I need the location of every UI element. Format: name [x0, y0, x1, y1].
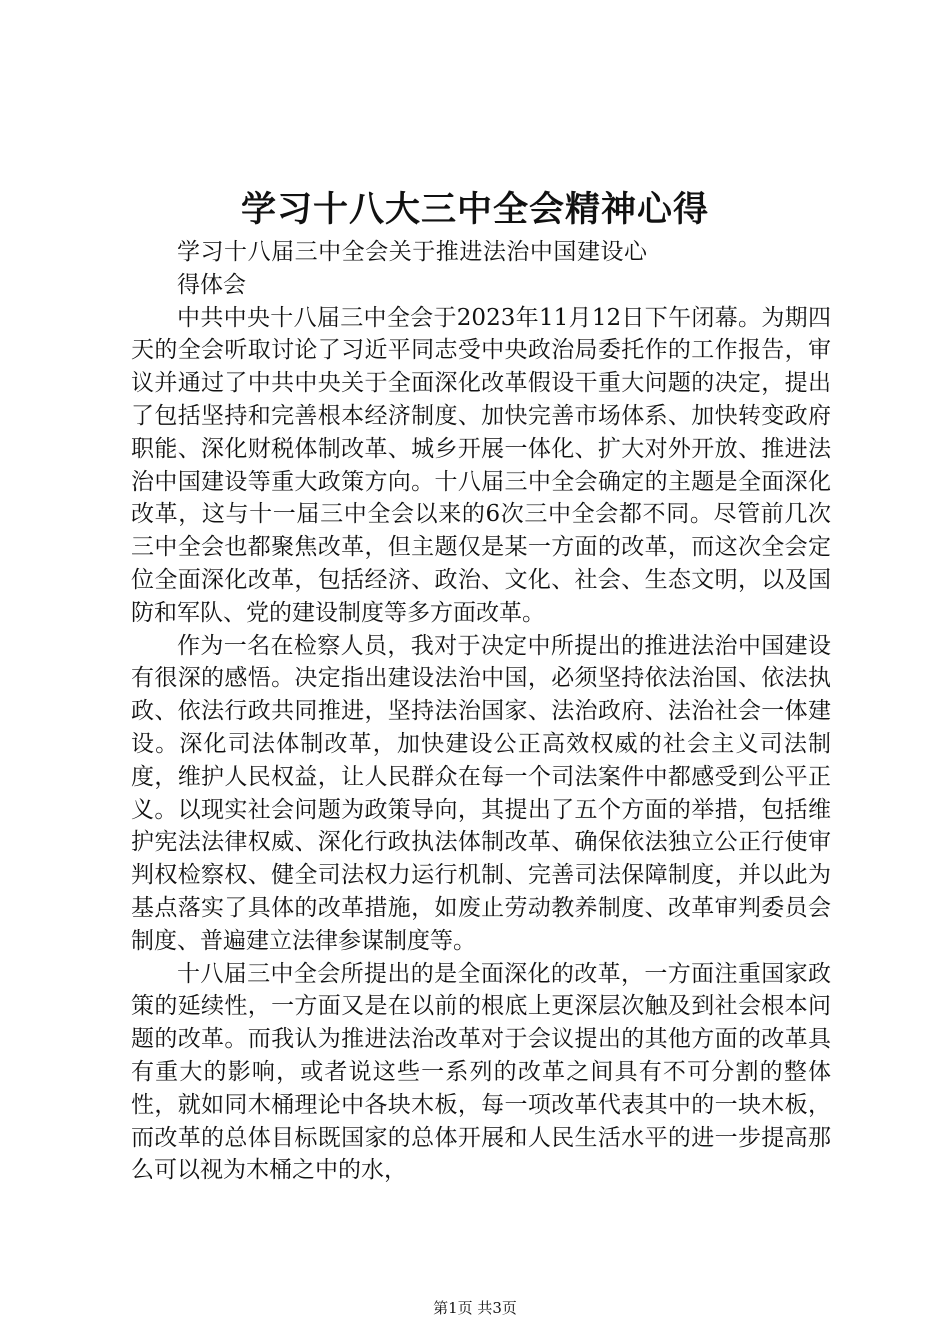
paragraph: 中共中央十八届三中全会于2023年11月12日下午闭幕。为期四天的全会听取讨论了习近平同志受中央政治局委托作的工作报告，审议并通过了中共中央关于全面深化改革假设干重大问题的决定，提出了包括坚持和完善根本经济制度、加快完善市场体系、加快转变政府职能、深化财税体制改革、城乡开展一体化、扩大对外开放、推进法治中国建设等重大政策方向。十八届三中全会确定的主题是全面深化改革，这与十一届三中全会以来的6次三中全会都不同。尽管前几次三中全会也都聚焦改革，但主题仅是某一方面的改革，而这次全会定位全面深化改革，包括经济、政治、文化、社会、生态文明，以及国防和军队、党的建设制度等多方面改革。 — [131, 304, 831, 626]
page-number-footer: 第1页 共3页 — [433, 1299, 517, 1317]
paragraph: 十八届三中全会所提出的是全面深化的改革，一方面注重国家政策的延续性，一方面又是在以前的根底上更深层次触及到社会根本问题的改革。而我认为推进法治改革对于会议提出的其他方面的改革具有重大的影响，或者说这些一系列的改革之间具有不可分割的整体性，就如同木桶理论中各块木板，每一项改革代表其中的一块木板，而改革的总体目标既国家的总体开展和人民生活水平的进一步提高那么可以视为木桶之中的水， — [131, 960, 831, 1184]
document-subtitle: 学习十八届三中全会关于推进法治中国建设心得体会 — [177, 239, 647, 298]
document-title: 学习十八大三中全会精神心得 — [240, 190, 709, 230]
document-body — [131, 236, 831, 1187]
paragraph: 作为一名在检察人员，我对于决定中所提出的推进法治中国建设有很深的感悟。决定指出建设法治中国，必须坚持依法治国、依法执政、依法行政共同推进，坚持法治国家、法治政府、法治社会一体建设。深化司法体制改革，加快建设公正高效权威的社会主义司法制度，维护人民权益，让人民群众在每一个司法案件中都感受到公平正义。以现实社会问题为政策导向，其提出了五个方面的举措，包括维护宪法法律权威、深化行政执法体制改革、确保依法独立公正行使审判权检察权、健全司法权力运行机制、完善司法保障制度，并以此为基点落实了具体的改革措施，如废止劳动教养制度、改革审判委员会制度、普遍建立法律参谋制度等。 — [131, 632, 831, 954]
